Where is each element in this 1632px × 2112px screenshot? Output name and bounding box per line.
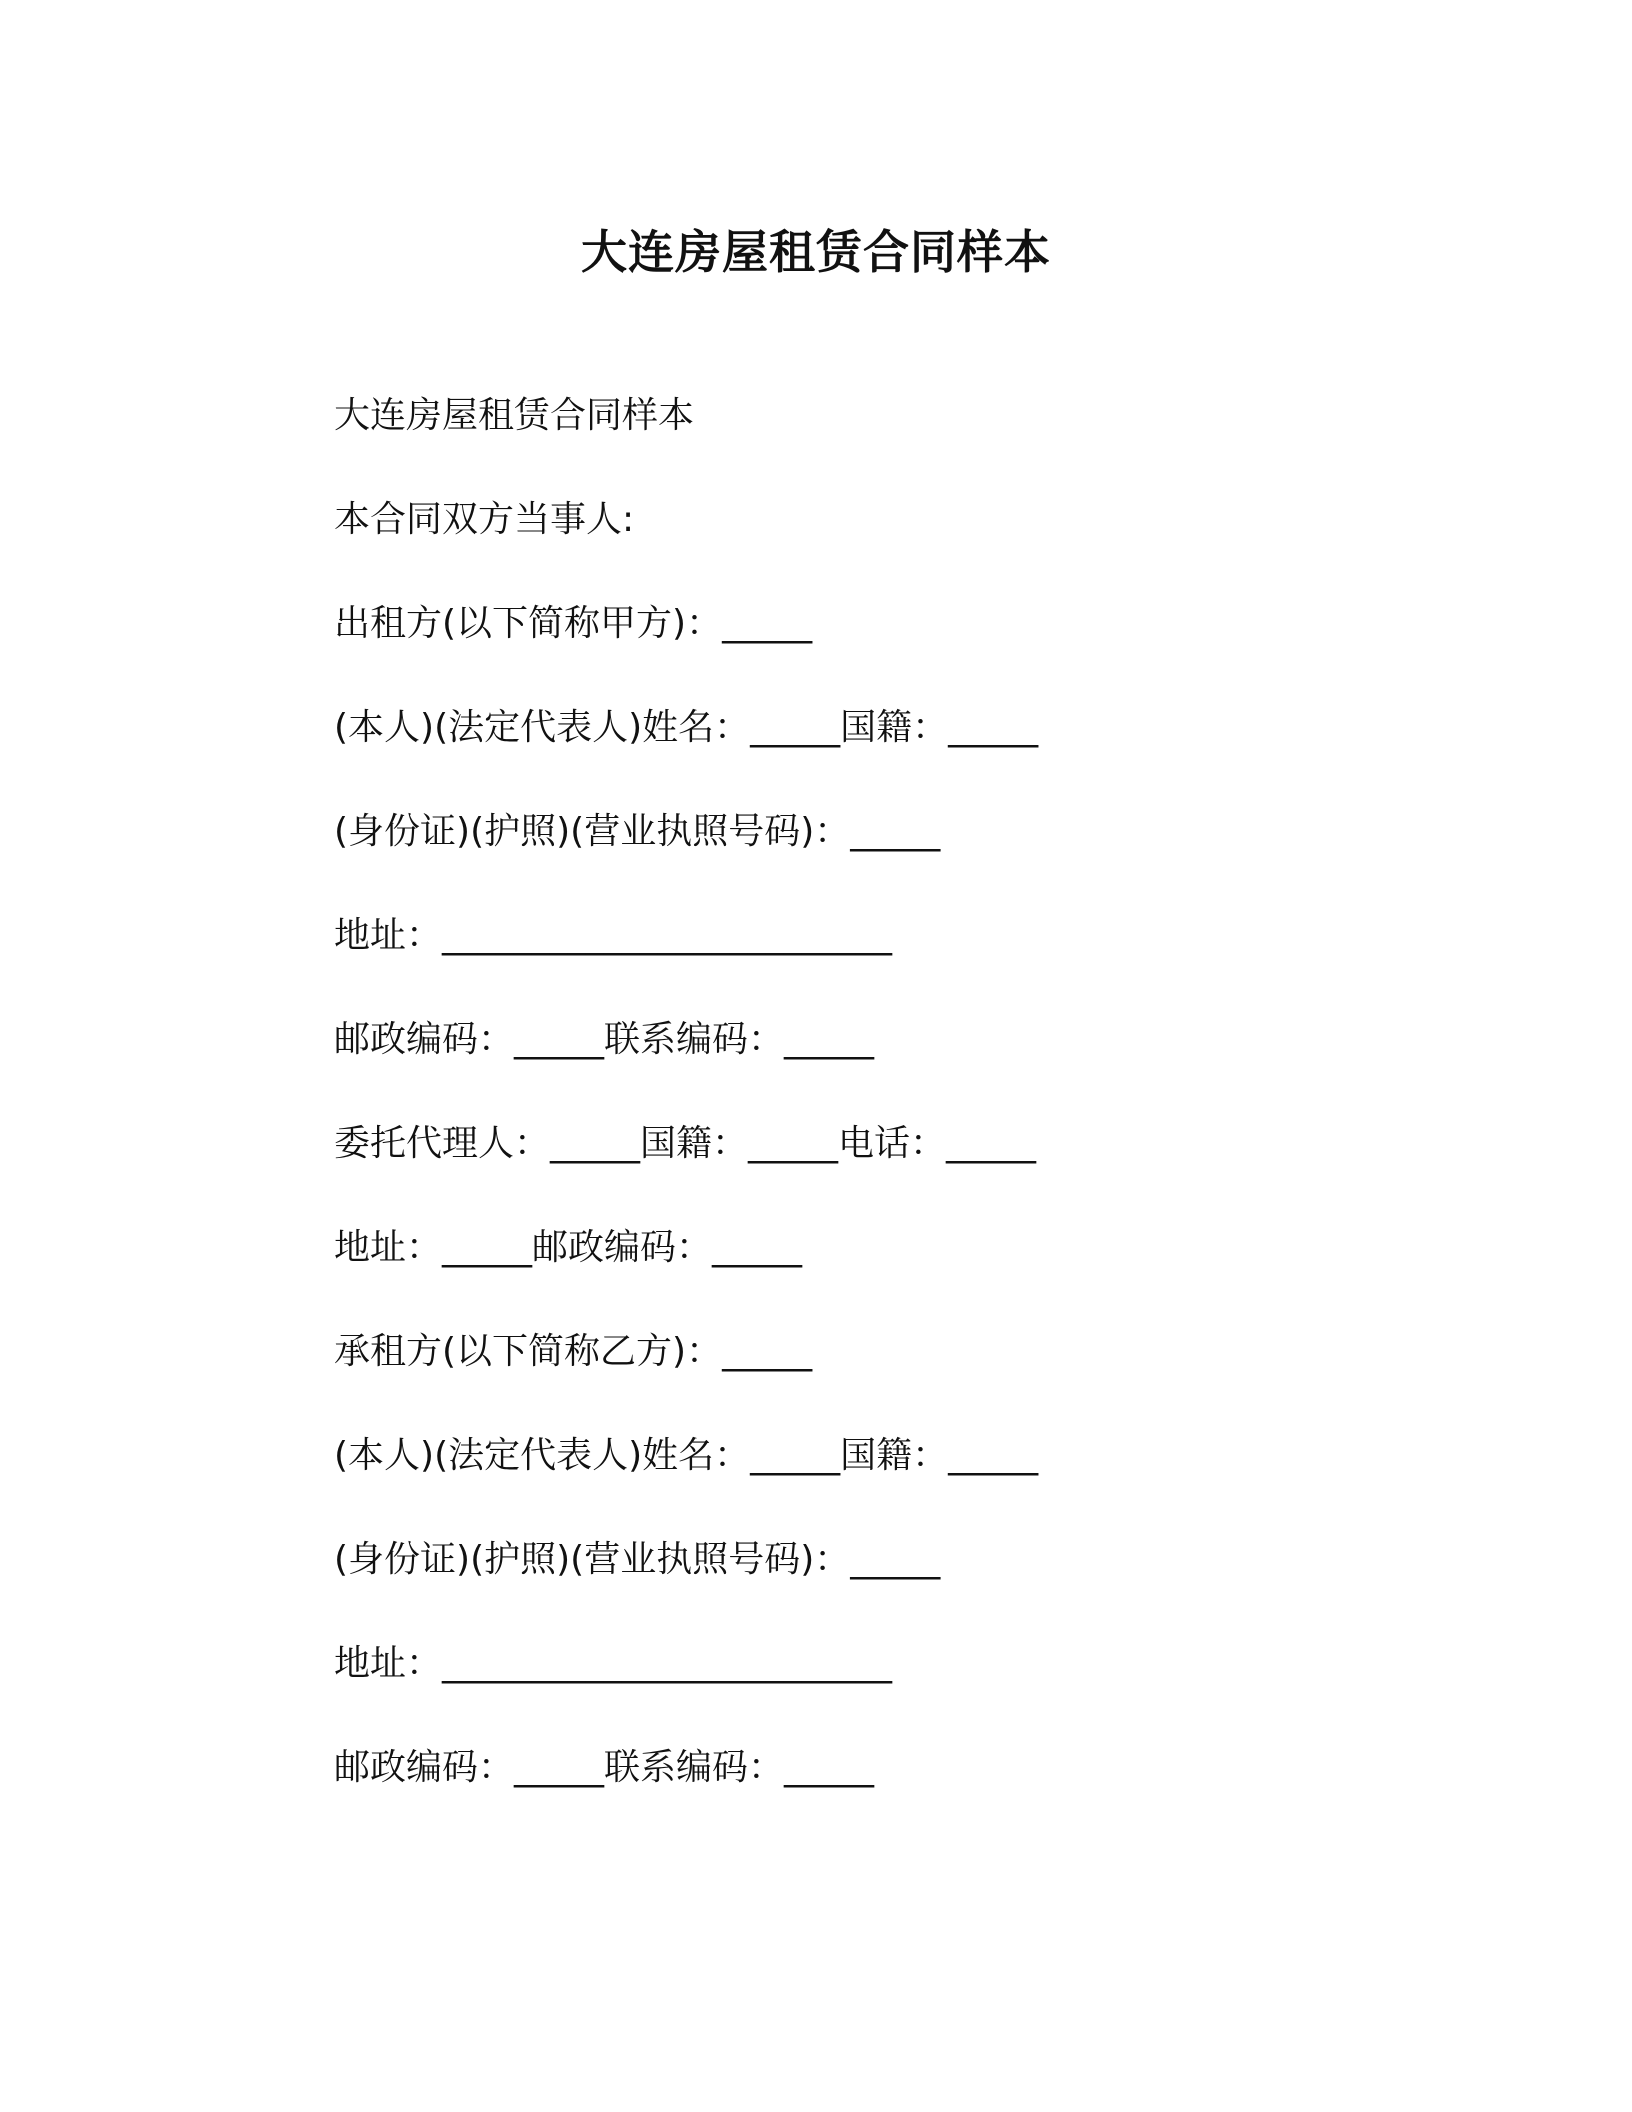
lessor-address: 地址：_________________________ [334,915,893,956]
lessor-name-nationality: (本人)(法定代表人)姓名：_____国籍：_____ [334,707,1039,748]
agent-address-postal: 地址：_____邮政编码：_____ [334,1227,803,1268]
parties-intro: 本合同双方当事人: [334,499,635,540]
lessor-line: 出租方(以下简称甲方)：_____ [334,603,813,644]
lessee-address: 地址：_________________________ [334,1643,893,1684]
document-body [334,392,1434,1848]
lessee-line: 承租方(以下简称乙方)：_____ [334,1331,813,1372]
contract-heading: 大连房屋租赁合同样本 [334,395,695,436]
document-title: 大连房屋租赁合同样本 [581,225,1051,279]
lessor-postal-contact: 邮政编码：_____联系编码：_____ [334,1019,875,1060]
lessee-postal-contact: 邮政编码：_____联系编码：_____ [334,1747,875,1788]
lessee-id-number: (身份证)(护照)(营业执照号码)：_____ [334,1539,941,1580]
lessee-name-nationality: (本人)(法定代表人)姓名：_____国籍：_____ [334,1435,1039,1476]
agent-line: 委托代理人：_____国籍：_____电话：_____ [334,1123,1037,1164]
lessor-id-number: (身份证)(护照)(营业执照号码)：_____ [334,811,941,852]
